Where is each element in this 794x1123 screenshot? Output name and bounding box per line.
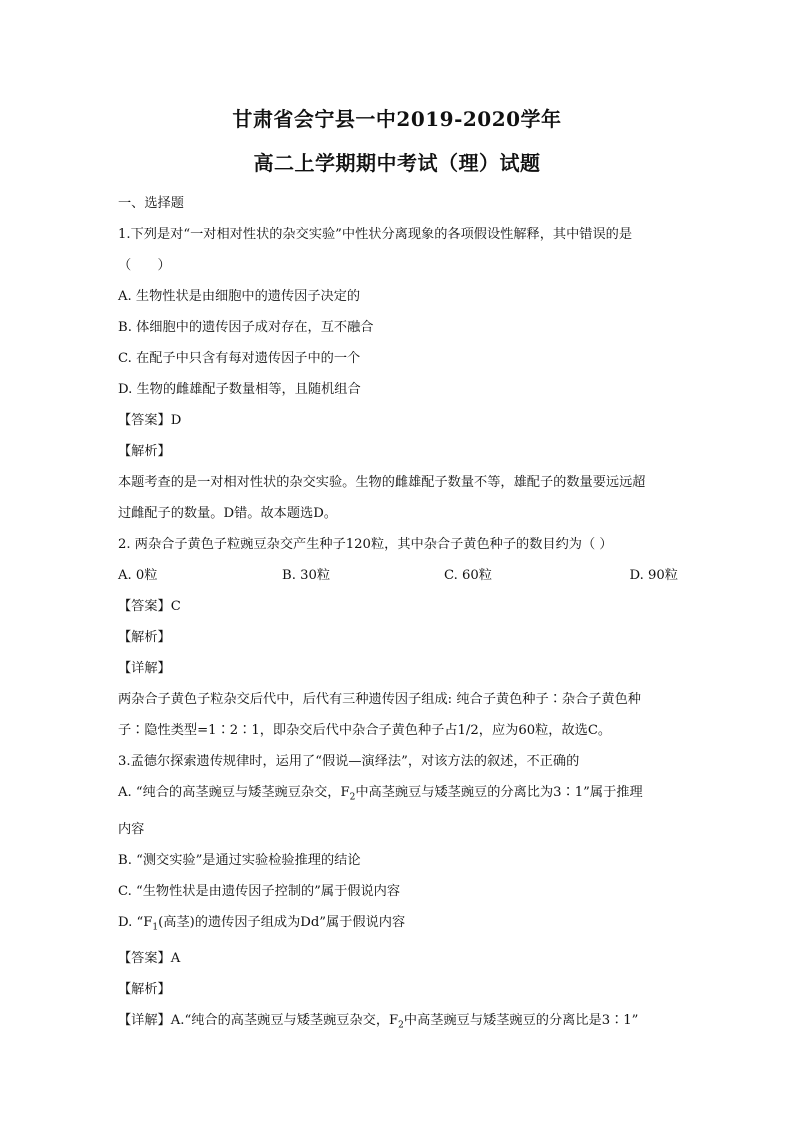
q2-detail-line-1: 两杂合子黄色子粒杂交后代中，后代有三种遗传因子组成: 纯合子黄色种子∶杂合子黄色种 [118,692,641,707]
q2-stem: 2. 两杂合子黄色子粒豌豆杂交产生种子120粒，其中杂合子黄色种子的数目约为（ ） [118,537,613,552]
q1-option-d: D. 生物的雌雄配子数量相等，且随机组合 [118,382,361,397]
q3-option-a-post: 中高茎豌豆与矮茎豌豆的分离比为3∶1”属于推理 [355,785,643,800]
q1-analysis-label: 【解析】 [118,444,171,459]
q2-options [118,560,678,591]
q3-option-b: B. “测交实验”是通过实验检验推理的结论 [118,852,361,868]
q2-detail-line-2: 子∶隐性类型=1∶2∶1，即杂交后代中杂合子黄色种子占1/2，应为60粒，故选C。 [118,723,612,738]
q2-option-b: B. 30粒 [282,568,331,583]
q3-option-a-pre: A. “纯合的高茎豌豆与矮茎豌豆杂交，F [118,785,350,800]
q3-option-d-sub: 1 [152,922,159,933]
q1-option-c: C. 在配子中只含有每对遗传因子中的一个 [118,351,361,366]
q2-analysis-label: 【解析】 [118,630,171,645]
q3-analysis-label: 【解析】 [118,982,171,998]
q3-detail-post: 中高茎豌豆与矮茎豌豆的分离比是3∶1” [403,1013,639,1029]
q3-option-a-cont: 内容 [118,821,145,837]
q3-stem: 3.孟德尔探索遗传规律时，运用了“假说—演绎法”，对该方法的叙述，不正确的 [118,754,580,769]
q1-analysis-line-1: 本题考查的是一对相对性状的杂交实验。生物的雌雄配子数量不等，雄配子的数量要远远超 [118,475,646,490]
q2-option-d: D. 90粒 [629,568,678,583]
q2-detail-label: 【详解】 [118,661,171,676]
q1-paren: （ ） [118,258,171,273]
title-line-1: 甘肃省会宁县一中2019-2020学年 [232,107,562,131]
q3-detail-sub: 2 [398,1020,404,1031]
q3-answer: 【答案】A [118,951,181,967]
section-heading: 一、选择题 [118,196,184,211]
document-body [118,188,678,1042]
q1-analysis-line-2: 过雌配子的数量。D错。故本题选D。 [118,506,337,521]
q1-stem: 1.下列是对“一对相对性状的杂交实验”中性状分离现象的各项假设性解释，其中错误的是 [118,227,632,242]
q1-answer: 【答案】D [118,413,182,428]
q3-detail-pre: 【详解】A.“纯合的高茎豌豆与矮茎豌豆杂交，F [118,1013,399,1029]
q3-option-a-sub: 2 [349,792,356,803]
q1-option-b: B. 体细胞中的遗传因子成对存在，互不融合 [118,320,374,335]
q2-answer: 【答案】C [118,599,181,614]
q3-option-d-post: (高茎)的遗传因子组成为Dd”属于假说内容 [158,914,406,930]
q3-option-a [118,777,678,814]
q1-option-a: A. 生物性状是由细胞中的遗传因子决定的 [118,289,361,304]
q3-option-c: C. “生物性状是由遗传因子控制的”属于假说内容 [118,883,401,899]
q3-detail [118,1005,678,1042]
title-line-2: 高二上学期期中考试（理）试题 [253,151,541,175]
q2-option-a: A. 0粒 [118,568,158,583]
q2-option-c: C. 60粒 [444,568,492,583]
q3-option-d [118,907,678,944]
q3-option-d-pre: D. “F [118,914,153,930]
